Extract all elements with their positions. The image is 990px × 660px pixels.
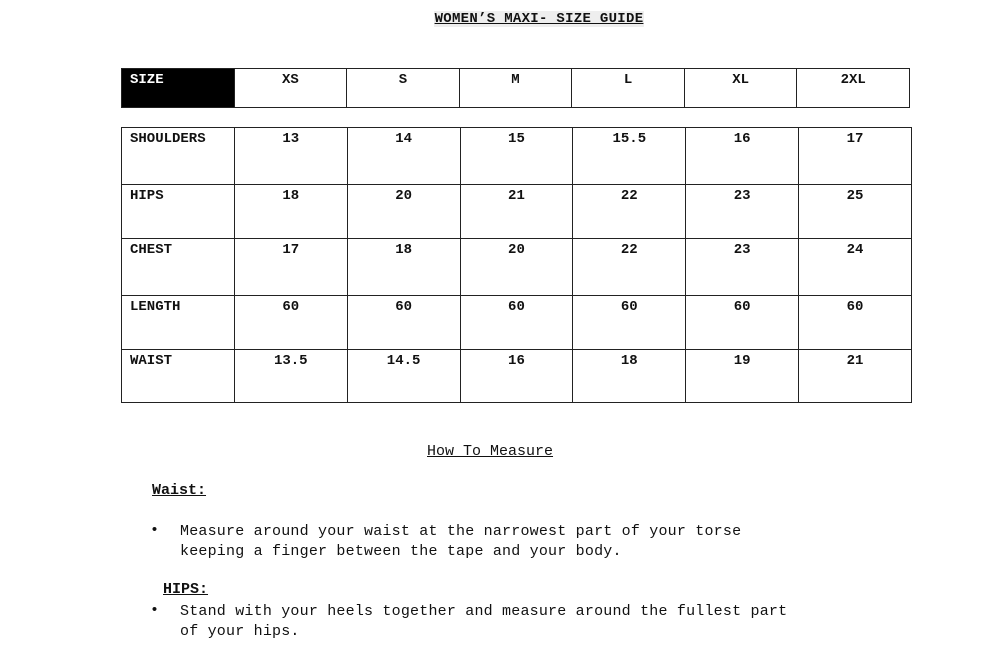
value-cell <box>234 349 347 402</box>
cell-value: 14.5 <box>386 352 421 369</box>
row-label: SHOULDERS <box>130 131 206 147</box>
page-title <box>0 11 990 27</box>
page-title-text: WOMEN’S MAXI- SIZE GUIDE <box>434 11 644 27</box>
value-cell <box>573 185 686 238</box>
value-cell <box>799 128 912 185</box>
cell-value: 15.5 <box>612 131 647 147</box>
value-cell <box>460 238 573 295</box>
cell-value: 14 <box>395 131 413 147</box>
cell-value: 23 <box>733 188 751 205</box>
value-cell <box>234 128 347 185</box>
value-cell <box>573 296 686 349</box>
size-label: XL <box>732 72 749 88</box>
instruction-line: Measure around your waist at the narrowest part of your torse <box>180 523 742 540</box>
value-cell <box>234 296 347 349</box>
cell-value: 20 <box>395 188 413 205</box>
value-cell <box>686 185 799 238</box>
cell-value: 17 <box>846 131 864 147</box>
cell-value: 15 <box>508 131 525 147</box>
measurements-table <box>121 127 912 403</box>
row-label-cell <box>122 185 235 238</box>
cell-value: 60 <box>733 299 751 316</box>
value-cell <box>347 128 460 185</box>
value-cell <box>686 296 799 349</box>
value-cell <box>799 185 912 238</box>
instruction-line: Stand with your heels together and measure around the fullest part <box>180 603 788 620</box>
value-cell <box>799 349 912 402</box>
bullet-marker: • <box>150 602 160 619</box>
table-row-length <box>122 296 912 349</box>
size-corner-cell <box>122 69 235 108</box>
cell-value: 23 <box>733 241 751 258</box>
cell-value: 21 <box>508 188 525 205</box>
size-s-header <box>347 69 460 108</box>
cell-value: 60 <box>620 299 638 316</box>
table-row-chest <box>122 238 912 295</box>
cell-value: 60 <box>282 299 300 316</box>
hips-heading: HIPS: <box>163 581 209 598</box>
waist-heading: Waist: <box>152 482 207 499</box>
row-label: WAIST <box>130 352 173 369</box>
value-cell <box>460 349 573 402</box>
cell-value: 25 <box>846 188 864 205</box>
value-cell <box>460 185 573 238</box>
value-cell <box>347 296 460 349</box>
how-to-measure-title: How To Measure <box>427 443 554 460</box>
table-row-hips <box>122 185 912 238</box>
size-xs-header <box>234 69 347 108</box>
cell-value: 13 <box>282 131 300 147</box>
size-label: 2XL <box>840 72 866 88</box>
size-header-table <box>121 68 910 108</box>
value-cell <box>573 238 686 295</box>
cell-value: 16 <box>733 131 751 147</box>
value-cell <box>686 128 799 185</box>
size-label: XS <box>281 72 299 88</box>
row-label-cell <box>122 349 235 402</box>
value-cell <box>460 296 573 349</box>
instruction-line: keeping a finger between the tape and your body. <box>180 543 622 560</box>
cell-value: 60 <box>508 299 525 316</box>
value-cell <box>573 128 686 185</box>
row-label-cell <box>122 296 235 349</box>
value-cell <box>686 238 799 295</box>
cell-value: 60 <box>846 299 864 316</box>
cell-value: 18 <box>395 241 413 258</box>
cell-value: 24 <box>846 241 864 258</box>
cell-value: 13.5 <box>273 352 308 369</box>
value-cell <box>347 238 460 295</box>
size-2xl-header <box>797 69 910 108</box>
size-header-row <box>122 69 910 108</box>
hips-instruction <box>180 602 880 642</box>
value-cell <box>573 349 686 402</box>
row-label-cell <box>122 238 235 295</box>
cell-value: 60 <box>395 299 413 316</box>
size-corner-label: SIZE <box>130 72 164 88</box>
size-m-header <box>459 69 572 108</box>
cell-value: 22 <box>620 188 638 205</box>
size-label: S <box>398 72 408 88</box>
table-row-shoulders <box>122 128 912 185</box>
cell-value: 16 <box>508 352 525 369</box>
size-label: M <box>511 72 520 88</box>
value-cell <box>799 296 912 349</box>
table-row-waist <box>122 349 912 402</box>
size-label: L <box>623 72 633 88</box>
value-cell <box>234 185 347 238</box>
value-cell <box>234 238 347 295</box>
value-cell <box>347 185 460 238</box>
value-cell <box>686 349 799 402</box>
row-label-cell <box>122 128 235 185</box>
size-xl-header <box>684 69 797 108</box>
cell-value: 18 <box>620 352 638 369</box>
value-cell <box>347 349 460 402</box>
cell-value: 18 <box>282 188 300 205</box>
value-cell <box>460 128 573 185</box>
size-l-header <box>572 69 685 108</box>
row-label: HIPS <box>130 188 164 205</box>
cell-value: 22 <box>620 241 638 258</box>
cell-value: 19 <box>733 352 751 369</box>
cell-value: 20 <box>508 241 525 258</box>
cell-value: 21 <box>846 352 864 369</box>
value-cell <box>799 238 912 295</box>
waist-instruction <box>180 522 880 562</box>
row-label: CHEST <box>130 241 173 258</box>
bullet-marker: • <box>150 522 160 539</box>
cell-value: 17 <box>282 241 300 258</box>
row-label: LENGTH <box>130 299 181 316</box>
instruction-line: of your hips. <box>180 623 300 640</box>
